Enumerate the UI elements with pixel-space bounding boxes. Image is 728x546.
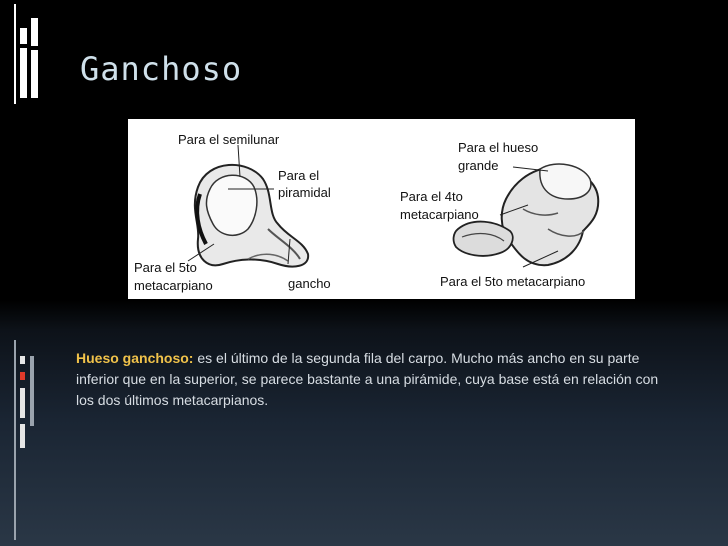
- caption-text: es el último de la segunda fila del carpo. Mucho más ancho en su parte inferior que en la superior, se parece bastante a una pirámide, cuya base está en relación con los dos últimos metacarpianos.: [76, 350, 659, 408]
- label-5to-left-1: Para el 5to: [134, 260, 197, 275]
- label-hueso-grande-2: grande: [458, 158, 499, 173]
- label-gancho: gancho: [288, 276, 331, 291]
- label-hueso-grande-1: Para el hueso: [458, 140, 539, 155]
- slide-title: Ganchoso: [80, 50, 243, 88]
- caption: [76, 348, 666, 411]
- hamate-bone-figure: [128, 119, 635, 299]
- label-piramidal-1: Para el: [278, 168, 320, 183]
- label-semilunar: Para el semilunar: [178, 132, 280, 147]
- label-5to-right: Para el 5to metacarpiano: [440, 274, 586, 289]
- label-piramidal-2: piramidal: [278, 185, 331, 200]
- bone-illustration: [128, 119, 635, 299]
- caption-lead: Hueso ganchoso:: [76, 350, 194, 366]
- label-4to-1: Para el 4to: [400, 189, 463, 204]
- hamate-left-view: [188, 145, 308, 267]
- label-5to-left-2: metacarpiano: [134, 278, 213, 293]
- label-4to-2: metacarpiano: [400, 207, 479, 222]
